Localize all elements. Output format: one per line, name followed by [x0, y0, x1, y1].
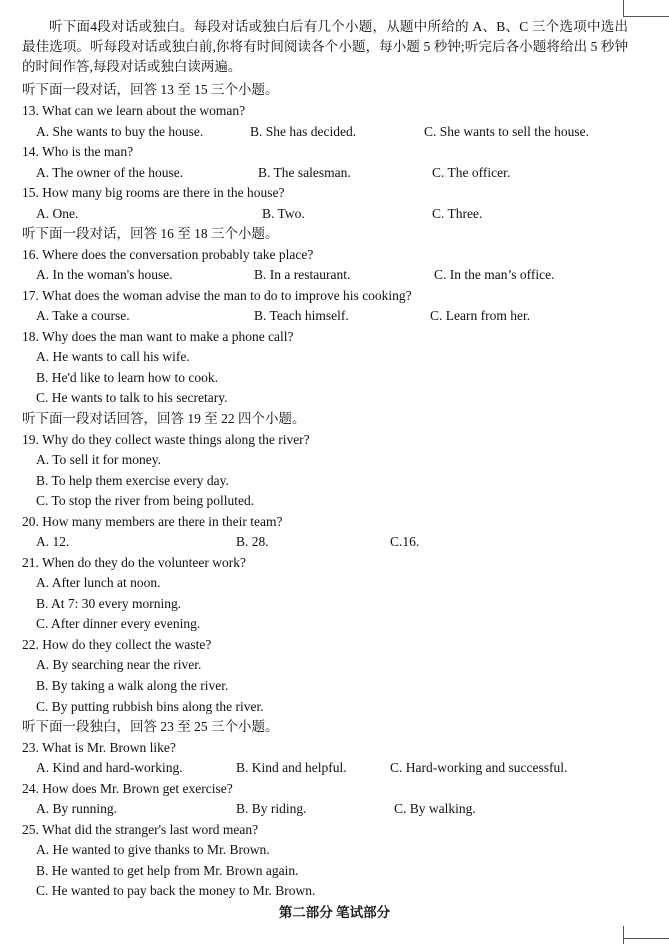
option-c: C. The officer.: [432, 165, 511, 180]
option-a: A. After lunch at noon.: [36, 575, 161, 590]
option-c: C. Learn from her.: [430, 308, 531, 323]
option-b: B. By taking a walk along the river.: [36, 678, 229, 693]
option-a: A. To sell it for money.: [36, 452, 162, 467]
option-b: B. He wanted to get help from Mr. Brown again.: [36, 863, 299, 878]
option-a: A. Kind and hard-working.: [36, 760, 183, 775]
option-b: B. The salesman.: [258, 165, 351, 180]
option-b: B. In a restaurant.: [254, 267, 351, 282]
option-a: A. He wants to call his wife.: [36, 349, 190, 364]
question-stem: 24. How does Mr. Brown get exercise?: [22, 781, 233, 796]
option-b: B. She has decided.: [250, 124, 357, 139]
option-c: C.16.: [390, 534, 420, 549]
option-c: C. By putting rubbish bins along the river.: [36, 699, 264, 714]
option-c: C. In the man’s office.: [434, 267, 555, 282]
question-stem: 23. What is Mr. Brown like?: [22, 740, 176, 755]
option-a: A. He wanted to give thanks to Mr. Brown.: [36, 842, 270, 857]
option-b: B. He'd like to learn how to cook.: [36, 370, 219, 385]
listening-instructions: 听下面4段对话或独白。每段对话或独白后有几个小题，从题中所给的 A、B、C 三个选项中选出最佳选项。听每段对话或独白前,你将有时间阅读各个小题，每小题 5 秒钟;听完后各小题将给出 5 秒钟的时间作答,每段对话或独白读两遍。: [22, 19, 628, 74]
option-c: C. He wants to talk to his secretary.: [36, 390, 228, 405]
question-stem: 13. What can we learn about the woman?: [22, 103, 246, 118]
option-b: B. Two.: [262, 206, 305, 221]
option-c: C. After dinner every evening.: [36, 616, 201, 631]
option-c: C. She wants to sell the house.: [424, 124, 589, 139]
option-b: B. At 7: 30 every morning.: [36, 596, 182, 611]
question-stem: 21. When do they do the volunteer work?: [22, 555, 246, 570]
question-stem: 19. Why do they collect waste things along the river?: [22, 432, 310, 447]
option-a: A. By running.: [36, 801, 117, 816]
option-a: A. 12.: [36, 534, 70, 549]
option-a: A. In the woman's house.: [36, 267, 173, 282]
option-a: A. One.: [36, 206, 79, 221]
option-b: B. Teach himself.: [254, 308, 349, 323]
question-stem: 14. Who is the man?: [22, 144, 134, 159]
question-stem: 16. Where does the conversation probably take place?: [22, 247, 314, 262]
option-b: B. By riding.: [236, 801, 307, 816]
section-heading: 听下面一段对话，回答 16 至 18 三个小题。: [22, 226, 279, 241]
option-a: A. Take a course.: [36, 308, 130, 323]
section-heading: 听下面一段独白，回答 23 至 25 三个小题。: [22, 719, 279, 734]
option-b: B. 28.: [236, 534, 269, 549]
option-c: C. He wanted to pay back the money to Mr. Brown.: [36, 883, 316, 898]
option-a: A. By searching near the river.: [36, 657, 202, 672]
question-stem: 18. Why does the man want to make a phone call?: [22, 329, 294, 344]
question-stem: 20. How many members are there in their team?: [22, 514, 283, 529]
question-stem: 22. How do they collect the waste?: [22, 637, 212, 652]
section-heading: 听下面一段对话回答，回答 19 至 22 四个小题。: [22, 411, 306, 426]
option-b: B. To help them exercise every day.: [36, 473, 229, 488]
section-heading: 听下面一段对话，回答 13 至 15 三个小题。: [22, 82, 279, 97]
option-c: C. Hard-working and successful.: [390, 760, 568, 775]
option-c: C. To stop the river from being polluted.: [36, 493, 255, 508]
option-c: C. Three.: [432, 206, 483, 221]
question-stem: 15. How many big rooms are there in the house?: [22, 185, 285, 200]
question-stem: 17. What does the woman advise the man to do to improve his cooking?: [22, 288, 412, 303]
question-stem: 25. What did the stranger's last word mean?: [22, 822, 259, 837]
part-two-title: 第二部分 笔试部分: [278, 905, 391, 920]
option-b: B. Kind and helpful.: [236, 760, 347, 775]
option-a: A. The owner of the house.: [36, 165, 184, 180]
option-a: A. She wants to buy the house.: [36, 124, 204, 139]
option-c: C. By walking.: [394, 801, 476, 816]
